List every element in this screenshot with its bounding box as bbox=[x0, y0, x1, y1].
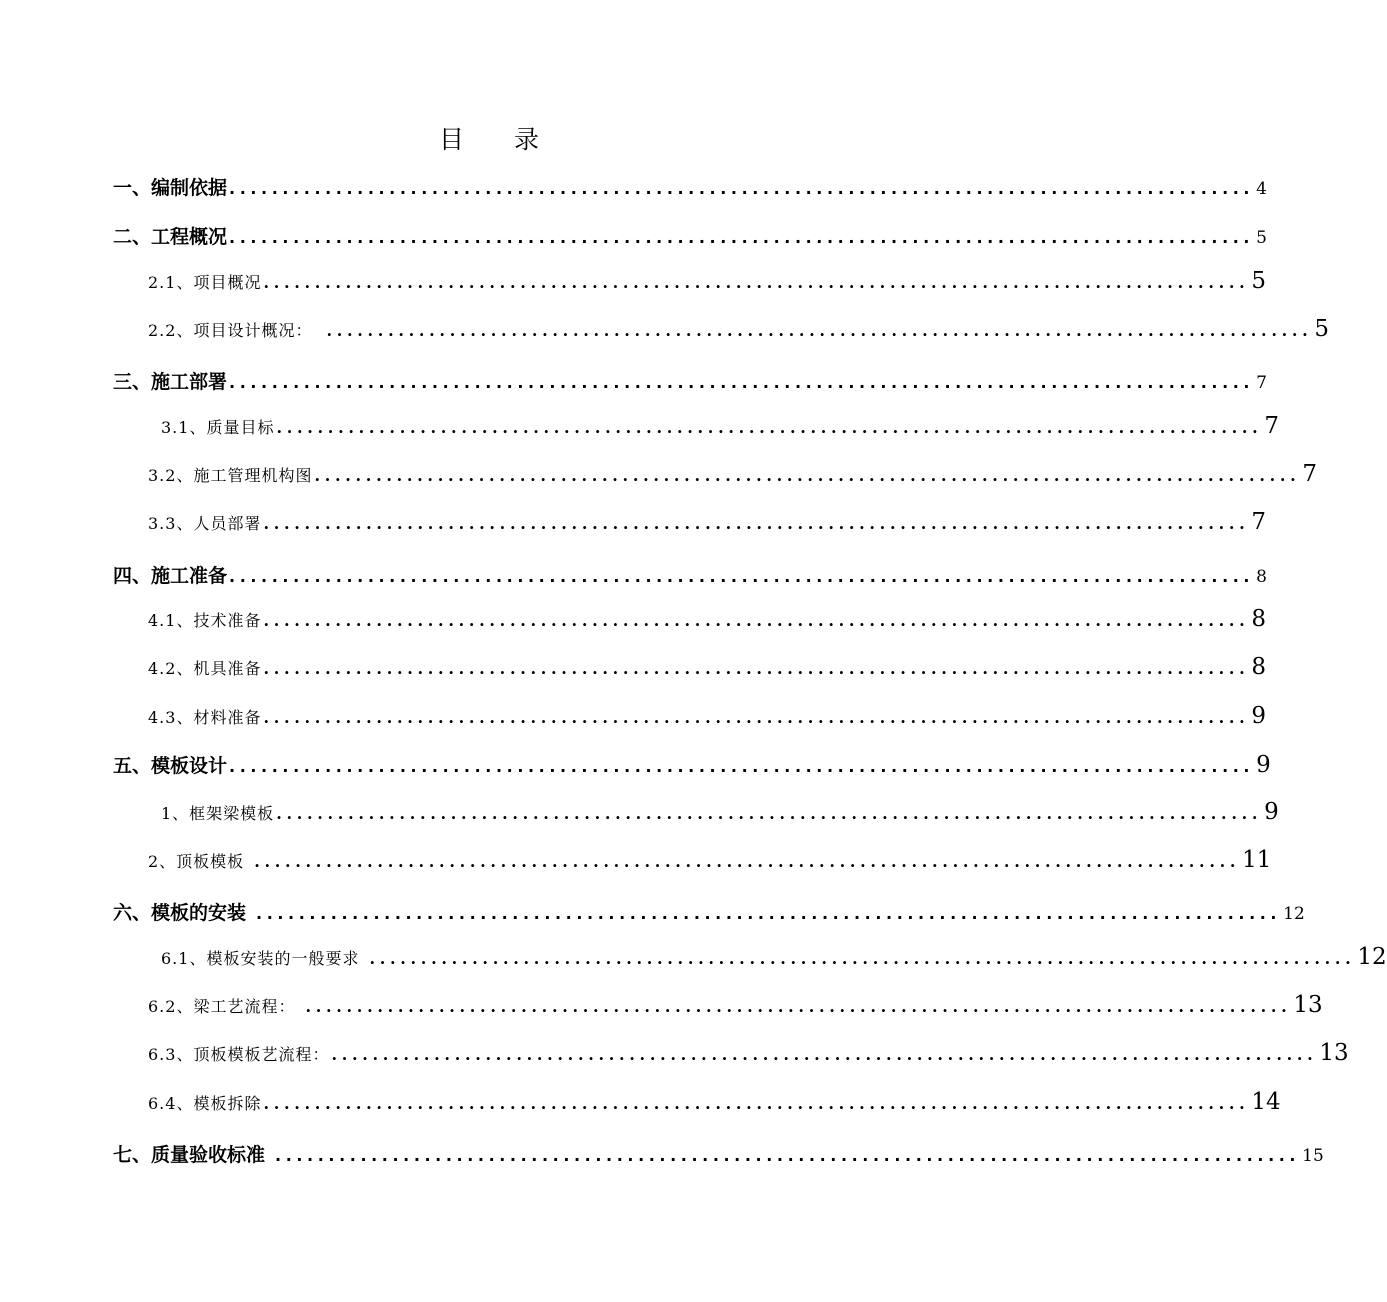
toc-leader-dots: ................................................................................................ bbox=[275, 1146, 1301, 1165]
toc-entry-page: 5 bbox=[1256, 228, 1267, 248]
toc-entry-page: 8 bbox=[1256, 567, 1267, 587]
toc-entry-label: 6.2、梁工艺流程： bbox=[148, 997, 296, 1016]
toc-entry-label: 4.1、技术准备 bbox=[148, 611, 262, 630]
toc-leader-dots: ................................................................................................ bbox=[326, 321, 1313, 340]
toc-entry-label: 1、框架梁模板 bbox=[161, 804, 275, 823]
toc-entry-page: 15 bbox=[1302, 1146, 1324, 1166]
toc-entry-label: 四、施工准备 bbox=[113, 565, 228, 587]
toc-entry-label: 4.3、材料准备 bbox=[148, 708, 262, 727]
toc-entry-page: 12 bbox=[1357, 944, 1387, 970]
toc-entry[interactable] bbox=[161, 413, 1280, 439]
toc-leader-dots: ................................................................................................ bbox=[305, 997, 1292, 1016]
toc-entry[interactable] bbox=[113, 173, 1267, 200]
toc-entry-page: 5 bbox=[1251, 268, 1267, 294]
toc-title bbox=[0, 120, 980, 156]
toc-entry-label: 五、模板设计 bbox=[113, 755, 228, 777]
toc-leader-dots: ................................................................................................ bbox=[229, 373, 1255, 392]
toc-leader-dots: ................................................................................................ bbox=[263, 659, 1250, 678]
toc-entry-page: 8 bbox=[1251, 606, 1267, 632]
toc-entry[interactable] bbox=[161, 944, 1387, 970]
toc-entry-label: 4.2、机具准备 bbox=[148, 659, 262, 678]
toc-entry-label: 3.3、人员部署 bbox=[148, 514, 262, 533]
toc-leader-dots: ................................................................................................ bbox=[276, 418, 1263, 437]
toc-leader-dots: ................................................................................................ bbox=[263, 273, 1250, 292]
toc-entry[interactable] bbox=[113, 222, 1267, 249]
toc-entry-page: 9 bbox=[1251, 703, 1267, 729]
toc-entry[interactable] bbox=[148, 509, 1267, 535]
toc-entry-page: 9 bbox=[1264, 799, 1279, 825]
toc-entry[interactable] bbox=[161, 799, 1279, 825]
toc-entry-page: 7 bbox=[1302, 461, 1318, 487]
toc-leader-dots: ................................................................................................ bbox=[229, 757, 1255, 776]
toc-leader-dots: ................................................................................................ bbox=[276, 804, 1263, 823]
toc-leader-dots: ................................................................................................ bbox=[263, 708, 1250, 727]
toc-leader-dots: ................................................................................................ bbox=[229, 179, 1255, 198]
toc-leader-dots: ................................................................................................ bbox=[263, 611, 1250, 630]
toc-entry-page: 14 bbox=[1251, 1089, 1281, 1115]
toc-entry[interactable] bbox=[148, 1040, 1349, 1066]
toc-entry-label: 6.4、模板拆除 bbox=[148, 1094, 262, 1113]
toc-leader-dots: ................................................................................................ bbox=[254, 852, 1241, 871]
toc-entry[interactable] bbox=[113, 1140, 1324, 1167]
toc-entry-label: 一、编制依据 bbox=[113, 177, 228, 199]
toc-entry-page: 12 bbox=[1283, 904, 1305, 924]
toc-entry-page: 13 bbox=[1319, 1040, 1349, 1066]
toc-entry-label: 6.1、模板安装的一般要求 bbox=[161, 949, 360, 968]
toc-leader-dots: ................................................................................................ bbox=[229, 567, 1255, 586]
toc-entry[interactable] bbox=[113, 898, 1305, 925]
toc-entry[interactable] bbox=[148, 1089, 1281, 1115]
toc-entry-page: 5 bbox=[1314, 316, 1330, 342]
toc-leader-dots: ................................................................................................ bbox=[369, 949, 1356, 968]
toc-entry-label: 三、施工部署 bbox=[113, 371, 228, 393]
toc-entry[interactable] bbox=[148, 461, 1318, 487]
toc-entry[interactable] bbox=[148, 268, 1267, 294]
toc-entry-label: 六、模板的安装 bbox=[113, 902, 247, 924]
toc-leader-dots: ................................................................................................ bbox=[331, 1045, 1318, 1064]
toc-entry-page: 13 bbox=[1293, 992, 1323, 1018]
toc-entry-label: 2.1、项目概况 bbox=[148, 273, 262, 292]
toc-entry-label: 3.2、施工管理机构图 bbox=[148, 466, 313, 485]
toc-entry[interactable] bbox=[113, 751, 1271, 778]
toc-entry-page: 7 bbox=[1251, 509, 1267, 535]
toc-leader-dots: ................................................................................................ bbox=[256, 904, 1282, 923]
toc-entry-label: 二、工程概况 bbox=[113, 226, 228, 248]
toc-title-char-1: 目 bbox=[438, 125, 466, 154]
toc-entry-page: 11 bbox=[1242, 847, 1272, 873]
toc-entry-page: 8 bbox=[1251, 654, 1267, 680]
toc-leader-dots: ................................................................................................ bbox=[314, 466, 1301, 485]
toc-entry-page: 4 bbox=[1256, 179, 1267, 199]
toc-entry-label: 3.1、质量目标 bbox=[161, 418, 275, 437]
toc-entry[interactable] bbox=[113, 367, 1267, 394]
toc-entry[interactable] bbox=[148, 654, 1267, 680]
toc-leader-dots: ................................................................................................ bbox=[229, 228, 1255, 247]
toc-entry[interactable] bbox=[148, 606, 1267, 632]
toc-entry-label: 七、质量验收标准 bbox=[113, 1144, 266, 1166]
toc-entry[interactable] bbox=[148, 703, 1267, 729]
toc-entry-page: 7 bbox=[1264, 413, 1280, 439]
toc-entry-page: 9 bbox=[1256, 752, 1271, 778]
toc-entry-label: 2、顶板模板 bbox=[148, 852, 245, 871]
toc-entry[interactable] bbox=[148, 992, 1323, 1018]
toc-leader-dots: ................................................................................................ bbox=[263, 1094, 1250, 1113]
toc-entry[interactable] bbox=[148, 847, 1272, 873]
toc-entry-label: 6.3、顶板模板艺流程： bbox=[148, 1045, 330, 1064]
toc-entry-page: 7 bbox=[1256, 373, 1267, 393]
toc-leader-dots: ................................................................................................ bbox=[263, 514, 1250, 533]
toc-entry[interactable] bbox=[113, 561, 1267, 588]
toc-title-char-2: 录 bbox=[514, 125, 542, 154]
toc-entry-label: 2.2、项目设计概况： bbox=[148, 321, 313, 340]
toc-entry[interactable] bbox=[148, 316, 1330, 342]
